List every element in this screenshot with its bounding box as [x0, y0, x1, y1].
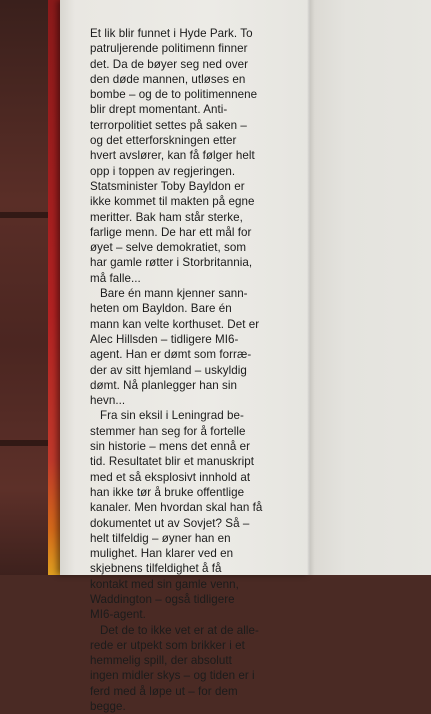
blurb-line: patruljerende politimenn finner	[90, 42, 248, 56]
blurb-line: må falle...	[90, 271, 141, 285]
blurb-line: terrorpolitiet settes på saken –	[90, 118, 247, 132]
blurb-line: Et lik blir funnet i Hyde Park. To	[90, 27, 253, 40]
blurb-line: begge.	[90, 700, 126, 714]
blurb-line: rede er utpekt som brikker i et	[90, 638, 245, 652]
blurb-line: bombe – og de to politimennene	[90, 88, 258, 102]
blurb-line: med et så eksplosivt innhold at	[90, 470, 251, 484]
blurb-line: stemmer han seg for å fortelle	[90, 424, 246, 438]
blurb-line: kanaler. Men hvordan skal han få	[90, 501, 263, 515]
blurb-line: ferd med å løpe ut – for dem	[90, 684, 238, 698]
blurb-line: sin historie – mens det ennå er	[90, 440, 251, 454]
blurb-line: Det de to ikke vet er at de alle-	[100, 623, 259, 637]
blurb-line: hvert avslører, kan få følger helt	[90, 149, 255, 163]
blurb-line: hevn...	[90, 394, 126, 408]
blurb-line: Alec Hillsden – tidligere MI6-	[90, 332, 239, 346]
blurb-line: mulighet. Han klarer ved en	[90, 547, 234, 561]
blurb-paragraph-3	[90, 408, 302, 622]
blurb-line: øyet – selve demokratiet, som	[90, 241, 247, 255]
blurb-line: Fra sin eksil i Leningrad be-	[100, 409, 244, 423]
blurb-paragraph-2	[90, 286, 302, 408]
blurb-line: meritter. Bak ham står sterke,	[90, 210, 243, 224]
blurb-line: han ikke tør å bruke offentlige	[90, 485, 245, 499]
blurb-line: og det etterforskningen etter	[90, 134, 237, 148]
blurb-text	[90, 26, 302, 714]
blurb-line: Waddington – også tidligere	[90, 592, 235, 606]
blurb-line: har gamle røtter i Storbritannia,	[90, 256, 253, 270]
blurb-line: Bare én mann kjenner sann-	[100, 287, 248, 301]
blurb-line: hemmelig spill, der absolutt	[90, 654, 232, 668]
blurb-line: tid. Resultatet blir et manuskript	[90, 455, 255, 469]
blurb-line: Statsminister Toby Bayldon er	[90, 179, 245, 193]
blurb-line: MI6-agent.	[90, 608, 146, 622]
blurb-line: ikke kommet til makten på egne	[90, 195, 255, 209]
blurb-line: opp i toppen av regjeringen.	[90, 164, 236, 178]
blurb-paragraph-1	[90, 26, 302, 286]
blurb-line: blir drept momentant. Anti-	[90, 103, 228, 117]
blurb-line: helt tilfeldig – øyner han en	[90, 531, 231, 545]
blurb-line: kontakt med sin gamle venn,	[90, 577, 239, 591]
blurb-line: farlige menn. De har ett mål for	[90, 225, 252, 239]
blurb-line: skjebnens tilfeldighet å få	[90, 562, 222, 576]
blurb-line: mann kan velte korthuset. Det er	[90, 317, 260, 331]
blurb-line: den døde mannen, utløses en	[90, 72, 246, 86]
blurb-line: dokumentet ut av Sovjet? Så –	[90, 516, 250, 530]
blurb-line: heten om Bayldon. Bare én	[90, 302, 232, 316]
blurb-line: agent. Han er dømt som forræ-	[90, 348, 252, 362]
adjacent-page	[310, 0, 431, 575]
blurb-paragraph-4	[90, 623, 302, 714]
blurb-line: dømt. Nå planlegger han sin	[90, 378, 237, 392]
blurb-line: ingen midler skys – og tiden er i	[90, 669, 255, 683]
blurb-line: det. Da de bøyer seg ned over	[90, 57, 249, 71]
blurb-line: der av sitt hjemland – uskyldig	[90, 363, 247, 377]
